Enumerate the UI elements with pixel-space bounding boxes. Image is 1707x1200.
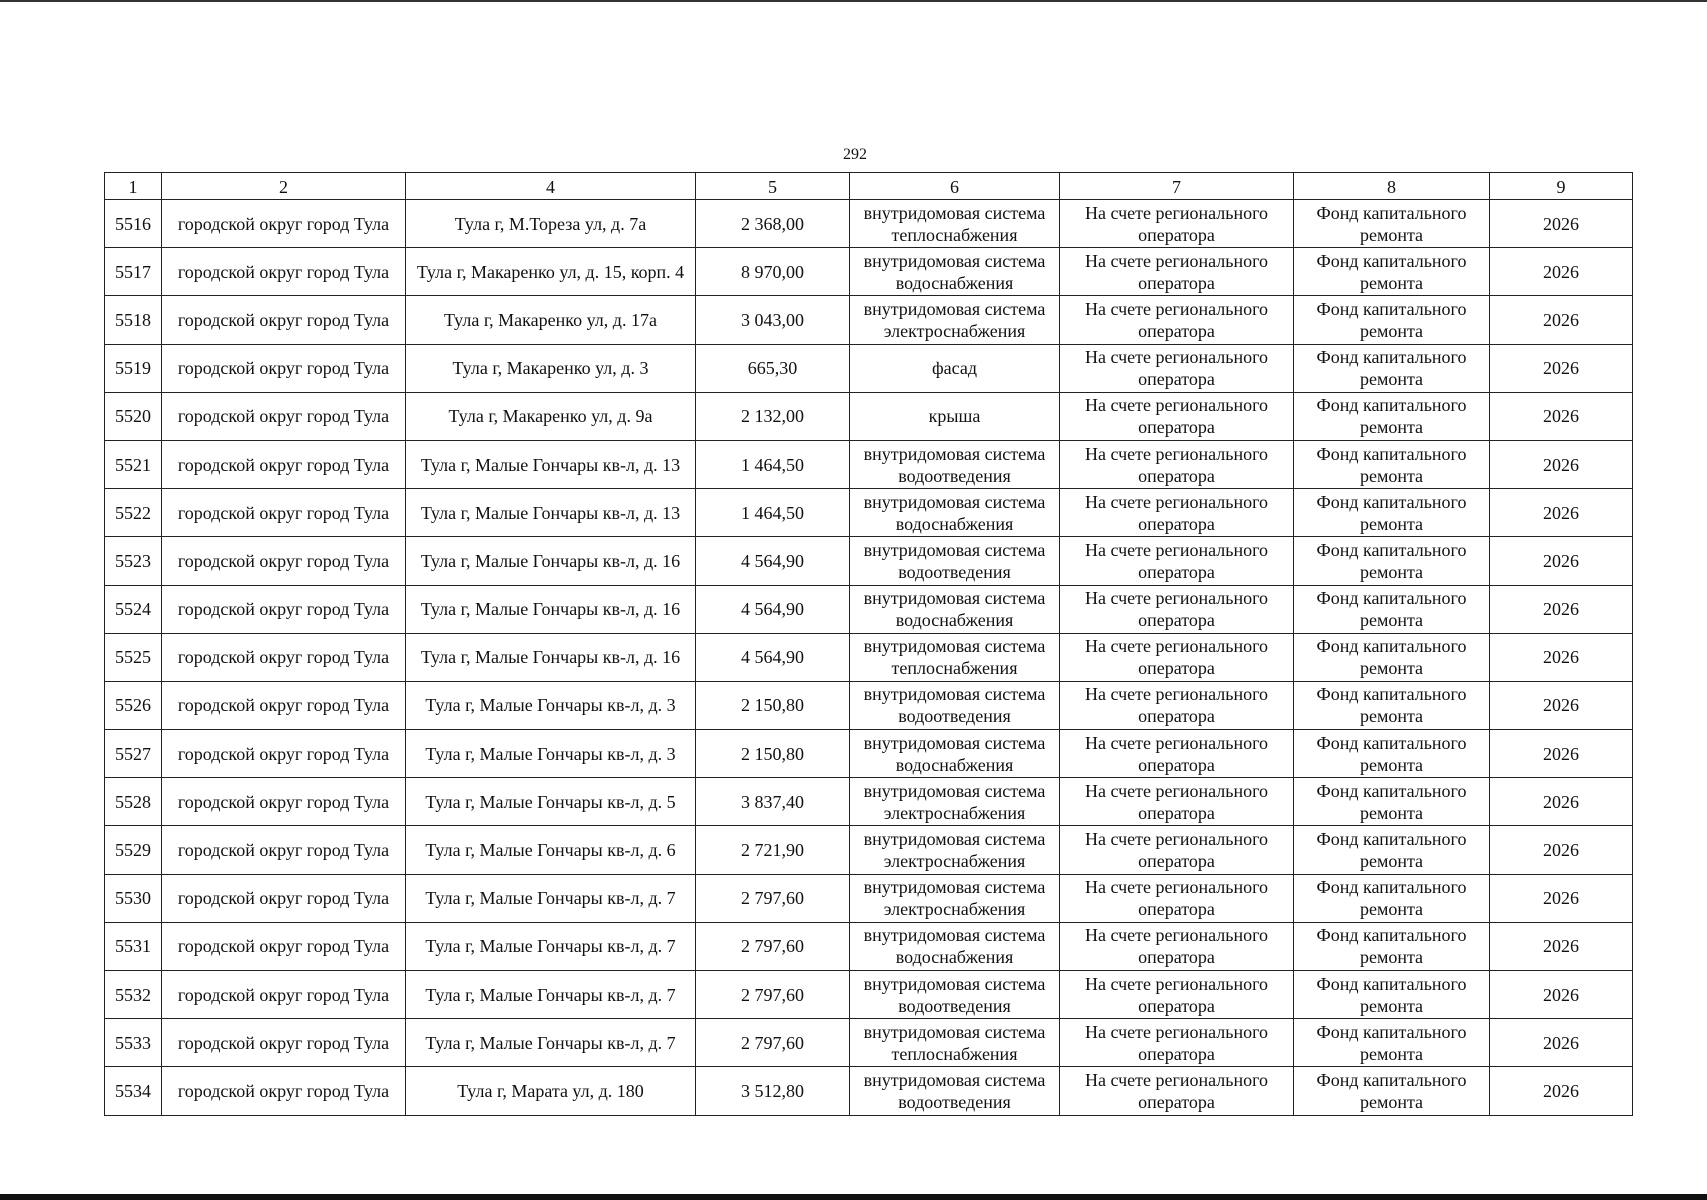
account-cell: На счете регионального оператора <box>1060 633 1294 681</box>
address-cell: Тула г, Малые Гончары кв-л, д. 13 <box>406 489 696 537</box>
address-cell: Тула г, Малые Гончары кв-л, д. 7 <box>406 922 696 970</box>
table-row <box>105 681 1633 729</box>
year-cell: 2026 <box>1490 681 1633 729</box>
municipality-cell: городской округ город Тула <box>162 874 406 922</box>
column-header-9: 9 <box>1490 173 1633 200</box>
table-row <box>105 874 1633 922</box>
row-number-cell: 5528 <box>105 778 162 826</box>
cost-cell: 1 464,50 <box>696 440 850 488</box>
row-number-cell: 5516 <box>105 200 162 248</box>
table-row <box>105 248 1633 296</box>
account-cell: На счете регионального оператора <box>1060 200 1294 248</box>
municipality-cell: городской округ город Тула <box>162 537 406 585</box>
address-cell: Тула г, Марата ул, д. 180 <box>406 1067 696 1115</box>
year-cell: 2026 <box>1490 296 1633 344</box>
funding-source-cell: Фонд капитального ремонта <box>1294 296 1490 344</box>
account-cell: На счете регионального оператора <box>1060 681 1294 729</box>
cost-cell: 2 797,60 <box>696 874 850 922</box>
row-number-cell: 5521 <box>105 440 162 488</box>
work-type-cell: внутридомовая система водоотведения <box>850 1067 1060 1115</box>
table-row <box>105 392 1633 440</box>
year-cell: 2026 <box>1490 1067 1633 1115</box>
funding-source-cell: Фонд капитального ремонта <box>1294 344 1490 392</box>
row-number-cell: 5518 <box>105 296 162 344</box>
address-cell: Тула г, Малые Гончары кв-л, д. 16 <box>406 585 696 633</box>
year-cell: 2026 <box>1490 1019 1633 1067</box>
table-row <box>105 633 1633 681</box>
table-row <box>105 730 1633 778</box>
address-cell: Тула г, Макаренко ул, д. 3 <box>406 344 696 392</box>
row-number-cell: 5530 <box>105 874 162 922</box>
address-cell: Тула г, Малые Гончары кв-л, д. 3 <box>406 730 696 778</box>
funding-source-cell: Фонд капитального ремонта <box>1294 585 1490 633</box>
table-row <box>105 826 1633 874</box>
column-header-6: 6 <box>850 173 1060 200</box>
row-number-cell: 5533 <box>105 1019 162 1067</box>
row-number-cell: 5534 <box>105 1067 162 1115</box>
funding-source-cell: Фонд капитального ремонта <box>1294 826 1490 874</box>
cost-cell: 2 368,00 <box>696 200 850 248</box>
row-number-cell: 5524 <box>105 585 162 633</box>
work-type-cell: внутридомовая система водоотведения <box>850 681 1060 729</box>
year-cell: 2026 <box>1490 826 1633 874</box>
municipality-cell: городской округ город Тула <box>162 296 406 344</box>
account-cell: На счете регионального оператора <box>1060 826 1294 874</box>
table-row <box>105 440 1633 488</box>
table-header <box>105 173 1633 200</box>
work-type-cell: крыша <box>850 392 1060 440</box>
cost-cell: 2 150,80 <box>696 730 850 778</box>
municipality-cell: городской округ город Тула <box>162 344 406 392</box>
row-number-cell: 5519 <box>105 344 162 392</box>
row-number-cell: 5523 <box>105 537 162 585</box>
table-row <box>105 778 1633 826</box>
address-cell: Тула г, Малые Гончары кв-л, д. 6 <box>406 826 696 874</box>
year-cell: 2026 <box>1490 248 1633 296</box>
municipality-cell: городской округ город Тула <box>162 585 406 633</box>
address-cell: Тула г, Макаренко ул, д. 15, корп. 4 <box>406 248 696 296</box>
column-header-2: 2 <box>162 173 406 200</box>
address-cell: Тула г, Малые Гончары кв-л, д. 5 <box>406 778 696 826</box>
row-number-cell: 5531 <box>105 922 162 970</box>
account-cell: На счете регионального оператора <box>1060 778 1294 826</box>
municipality-cell: городской округ город Тула <box>162 826 406 874</box>
year-cell: 2026 <box>1490 778 1633 826</box>
account-cell: На счете регионального оператора <box>1060 922 1294 970</box>
row-number-cell: 5520 <box>105 392 162 440</box>
year-cell: 2026 <box>1490 922 1633 970</box>
table-row <box>105 200 1633 248</box>
funding-source-cell: Фонд капитального ремонта <box>1294 633 1490 681</box>
column-header-4: 4 <box>406 173 696 200</box>
address-cell: Тула г, Малые Гончары кв-л, д. 7 <box>406 971 696 1019</box>
year-cell: 2026 <box>1490 200 1633 248</box>
account-cell: На счете регионального оператора <box>1060 440 1294 488</box>
account-cell: На счете регионального оператора <box>1060 392 1294 440</box>
row-number-cell: 5525 <box>105 633 162 681</box>
year-cell: 2026 <box>1490 730 1633 778</box>
funding-source-cell: Фонд капитального ремонта <box>1294 778 1490 826</box>
work-type-cell: внутридомовая система водоснабжения <box>850 730 1060 778</box>
work-type-cell: внутридомовая система электроснабжения <box>850 296 1060 344</box>
cost-cell: 3 043,00 <box>696 296 850 344</box>
work-type-cell: внутридомовая система водоснабжения <box>850 585 1060 633</box>
table-row <box>105 922 1633 970</box>
cost-cell: 4 564,90 <box>696 585 850 633</box>
account-cell: На счете регионального оператора <box>1060 344 1294 392</box>
account-cell: На счете регионального оператора <box>1060 874 1294 922</box>
work-type-cell: фасад <box>850 344 1060 392</box>
table-row <box>105 1019 1633 1067</box>
header-row <box>105 173 1633 200</box>
cost-cell: 2 150,80 <box>696 681 850 729</box>
address-cell: Тула г, Малые Гончары кв-л, д. 3 <box>406 681 696 729</box>
account-cell: На счете регионального оператора <box>1060 730 1294 778</box>
work-type-cell: внутридомовая система водоснабжения <box>850 248 1060 296</box>
table-row <box>105 1067 1633 1115</box>
municipality-cell: городской округ город Тула <box>162 440 406 488</box>
cost-cell: 2 721,90 <box>696 826 850 874</box>
column-header-5: 5 <box>696 173 850 200</box>
municipality-cell: городской округ город Тула <box>162 681 406 729</box>
funding-source-cell: Фонд капитального ремонта <box>1294 681 1490 729</box>
cost-cell: 4 564,90 <box>696 537 850 585</box>
table-row <box>105 489 1633 537</box>
municipality-cell: городской округ город Тула <box>162 392 406 440</box>
account-cell: На счете регионального оператора <box>1060 296 1294 344</box>
work-type-cell: внутридомовая система водоотведения <box>850 971 1060 1019</box>
table-row <box>105 585 1633 633</box>
cost-cell: 2 797,60 <box>696 922 850 970</box>
funding-source-cell: Фонд капитального ремонта <box>1294 200 1490 248</box>
cost-cell: 2 797,60 <box>696 971 850 1019</box>
year-cell: 2026 <box>1490 874 1633 922</box>
municipality-cell: городской округ город Тула <box>162 200 406 248</box>
year-cell: 2026 <box>1490 585 1633 633</box>
year-cell: 2026 <box>1490 971 1633 1019</box>
funding-source-cell: Фонд капитального ремонта <box>1294 730 1490 778</box>
municipality-cell: городской округ город Тула <box>162 489 406 537</box>
row-number-cell: 5522 <box>105 489 162 537</box>
row-number-cell: 5517 <box>105 248 162 296</box>
work-type-cell: внутридомовая система водоотведения <box>850 537 1060 585</box>
work-type-cell: внутридомовая система теплоснабжения <box>850 633 1060 681</box>
table-row <box>105 296 1633 344</box>
work-type-cell: внутридомовая система электроснабжения <box>850 778 1060 826</box>
column-header-8: 8 <box>1294 173 1490 200</box>
cost-cell: 8 970,00 <box>696 248 850 296</box>
address-cell: Тула г, Малые Гончары кв-л, д. 16 <box>406 537 696 585</box>
table-row <box>105 971 1633 1019</box>
column-header-1: 1 <box>105 173 162 200</box>
funding-source-cell: Фонд капитального ремонта <box>1294 874 1490 922</box>
funding-source-cell: Фонд капитального ремонта <box>1294 971 1490 1019</box>
municipality-cell: городской округ город Тула <box>162 730 406 778</box>
municipality-cell: городской округ город Тула <box>162 971 406 1019</box>
cost-cell: 3 837,40 <box>696 778 850 826</box>
municipality-cell: городской округ город Тула <box>162 922 406 970</box>
cost-cell: 2 797,60 <box>696 1019 850 1067</box>
cost-cell: 1 464,50 <box>696 489 850 537</box>
account-cell: На счете регионального оператора <box>1060 585 1294 633</box>
funding-source-cell: Фонд капитального ремонта <box>1294 922 1490 970</box>
page-top-border <box>0 0 1707 2</box>
municipality-cell: городской округ город Тула <box>162 1067 406 1115</box>
row-number-cell: 5532 <box>105 971 162 1019</box>
account-cell: На счете регионального оператора <box>1060 248 1294 296</box>
address-cell: Тула г, Малые Гончары кв-л, д. 16 <box>406 633 696 681</box>
funding-source-cell: Фонд капитального ремонта <box>1294 392 1490 440</box>
year-cell: 2026 <box>1490 537 1633 585</box>
address-cell: Тула г, Макаренко ул, д. 9а <box>406 392 696 440</box>
address-cell: Тула г, Малые Гончары кв-л, д. 7 <box>406 1019 696 1067</box>
row-number-cell: 5529 <box>105 826 162 874</box>
address-cell: Тула г, Малые Гончары кв-л, д. 7 <box>406 874 696 922</box>
year-cell: 2026 <box>1490 633 1633 681</box>
page-number: 292 <box>843 146 867 163</box>
work-type-cell: внутридомовая система электроснабжения <box>850 874 1060 922</box>
year-cell: 2026 <box>1490 344 1633 392</box>
work-type-cell: внутридомовая система водоснабжения <box>850 489 1060 537</box>
municipality-cell: городской округ город Тула <box>162 1019 406 1067</box>
table-row <box>105 344 1633 392</box>
account-cell: На счете регионального оператора <box>1060 971 1294 1019</box>
year-cell: 2026 <box>1490 489 1633 537</box>
cost-cell: 3 512,80 <box>696 1067 850 1115</box>
cost-cell: 2 132,00 <box>696 392 850 440</box>
account-cell: На счете регионального оператора <box>1060 1019 1294 1067</box>
municipality-cell: городской округ город Тула <box>162 633 406 681</box>
municipality-cell: городской округ город Тула <box>162 778 406 826</box>
work-type-cell: внутридомовая система теплоснабжения <box>850 1019 1060 1067</box>
work-type-cell: внутридомовая система электроснабжения <box>850 826 1060 874</box>
funding-source-cell: Фонд капитального ремонта <box>1294 537 1490 585</box>
table-row <box>105 537 1633 585</box>
account-cell: На счете регионального оператора <box>1060 489 1294 537</box>
cost-cell: 4 564,90 <box>696 633 850 681</box>
account-cell: На счете регионального оператора <box>1060 537 1294 585</box>
funding-source-cell: Фонд капитального ремонта <box>1294 489 1490 537</box>
year-cell: 2026 <box>1490 440 1633 488</box>
funding-source-cell: Фонд капитального ремонта <box>1294 1019 1490 1067</box>
row-number-cell: 5527 <box>105 730 162 778</box>
work-type-cell: внутридомовая система водоснабжения <box>850 922 1060 970</box>
work-type-cell: внутридомовая система теплоснабжения <box>850 200 1060 248</box>
page-bottom-border <box>0 1194 1707 1200</box>
account-cell: На счете регионального оператора <box>1060 1067 1294 1115</box>
repair-register-table <box>104 172 1633 1116</box>
address-cell: Тула г, Макаренко ул, д. 17а <box>406 296 696 344</box>
year-cell: 2026 <box>1490 392 1633 440</box>
column-header-7: 7 <box>1060 173 1294 200</box>
work-type-cell: внутридомовая система водоотведения <box>850 440 1060 488</box>
funding-source-cell: Фонд капитального ремонта <box>1294 248 1490 296</box>
address-cell: Тула г, Малые Гончары кв-л, д. 13 <box>406 440 696 488</box>
cost-cell: 665,30 <box>696 344 850 392</box>
address-cell: Тула г, М.Тореза ул, д. 7а <box>406 200 696 248</box>
municipality-cell: городской округ город Тула <box>162 248 406 296</box>
row-number-cell: 5526 <box>105 681 162 729</box>
funding-source-cell: Фонд капитального ремонта <box>1294 1067 1490 1115</box>
table-body <box>105 200 1633 1116</box>
funding-source-cell: Фонд капитального ремонта <box>1294 440 1490 488</box>
